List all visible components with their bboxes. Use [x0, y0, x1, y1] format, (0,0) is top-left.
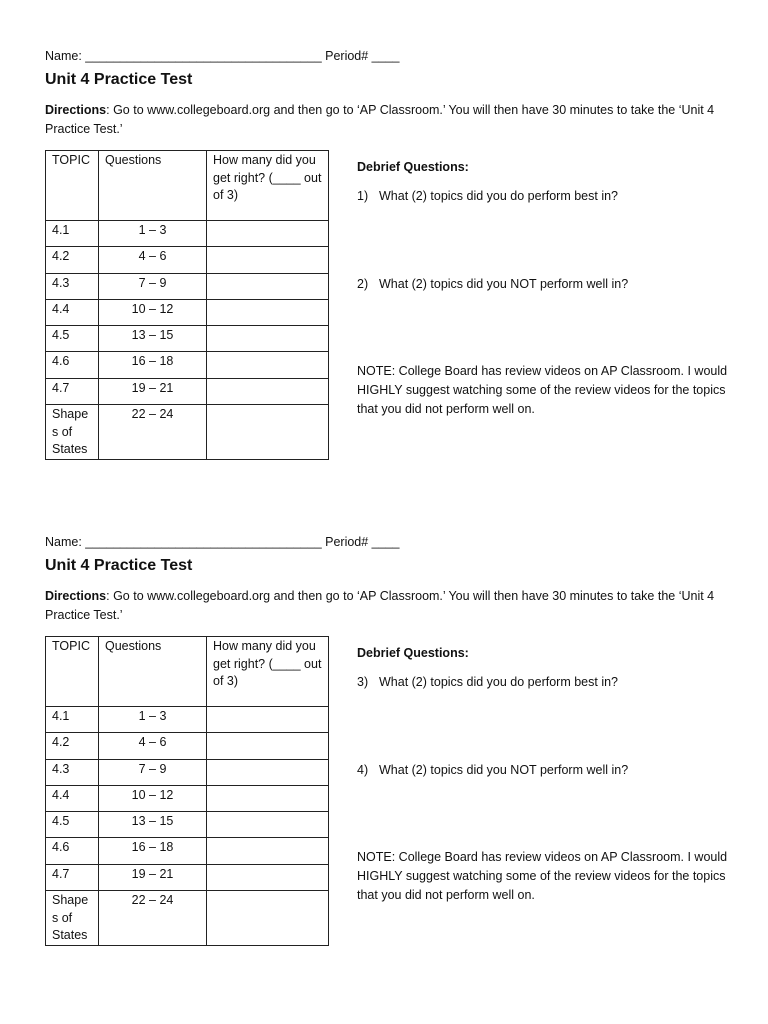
questions-cell: 16 – 18	[99, 838, 207, 864]
question-number: 3)	[357, 675, 369, 689]
table-row	[46, 352, 329, 378]
worksheet-section-1	[45, 48, 735, 488]
question-number: 4)	[357, 763, 369, 777]
name-period-line: Name: __________________________________ Period# ____	[45, 49, 400, 63]
header-topic: TOPIC	[46, 637, 99, 707]
questions-cell: 13 – 15	[99, 812, 207, 838]
directions-label: Directions	[45, 589, 107, 603]
score-cell[interactable]	[207, 378, 329, 404]
header-score: How many did you get right? (____ out of 3)	[207, 151, 329, 221]
header-score: How many did you get right? (____ out of 3)	[207, 637, 329, 707]
note-text: NOTE: College Board has review videos on AP Classroom. I would HIGHLY suggest watching some of the review videos for the topics that you did not perform well on.	[357, 364, 728, 416]
debrief-title: Debrief Questions:	[357, 160, 469, 174]
directions	[45, 101, 725, 139]
questions-cell: 7 – 9	[99, 273, 207, 299]
table-row	[46, 733, 329, 759]
table-row	[46, 247, 329, 273]
debrief-question	[357, 187, 618, 206]
score-cell[interactable]	[207, 838, 329, 864]
score-cell[interactable]	[207, 247, 329, 273]
directions-text: : Go to www.collegeboard.org and then go to ‘AP Classroom.’ You will then have 30 minutes to take the ‘Unit 4 Practice Test.’	[45, 103, 715, 136]
questions-cell: 22 – 24	[99, 405, 207, 460]
questions-cell: 4 – 6	[99, 247, 207, 273]
score-cell[interactable]	[207, 299, 329, 325]
topic-cell: 4.3	[46, 759, 99, 785]
topic-cell: 4.7	[46, 864, 99, 890]
topic-cell: 4.5	[46, 812, 99, 838]
table-row	[46, 864, 329, 890]
score-table	[45, 636, 329, 946]
topic-cell: 4.7	[46, 378, 99, 404]
topic-cell: 4.6	[46, 352, 99, 378]
table-row	[46, 759, 329, 785]
debrief-question	[357, 761, 628, 780]
question-number: 1)	[357, 189, 369, 203]
score-table	[45, 150, 329, 460]
directions	[45, 587, 725, 625]
table-row	[46, 326, 329, 352]
table-row	[46, 838, 329, 864]
table-row	[46, 405, 329, 460]
debrief-question	[357, 275, 628, 294]
topic-cell: 4.2	[46, 733, 99, 759]
topic-cell: 4.2	[46, 247, 99, 273]
topic-cell: 4.4	[46, 785, 99, 811]
topic-cell: 4.4	[46, 299, 99, 325]
topic-cell: Shape s of States	[46, 891, 99, 946]
debrief-panel	[357, 644, 737, 902]
note-text: NOTE: College Board has review videos on AP Classroom. I would HIGHLY suggest watching some of the review videos for the topics that you did not perform well on.	[357, 850, 728, 902]
table-row	[46, 891, 329, 946]
topic-cell: Shape s of States	[46, 405, 99, 460]
table-row	[46, 707, 329, 733]
questions-cell: 22 – 24	[99, 891, 207, 946]
questions-cell: 4 – 6	[99, 733, 207, 759]
question-text: What (2) topics did you do perform best in?	[379, 189, 619, 203]
question-number: 2)	[357, 277, 369, 291]
directions-text: : Go to www.collegeboard.org and then go to ‘AP Classroom.’ You will then have 30 minutes to take the ‘Unit 4 Practice Test.’	[45, 589, 715, 622]
questions-cell: 13 – 15	[99, 326, 207, 352]
score-cell[interactable]	[207, 405, 329, 460]
debrief-title: Debrief Questions:	[357, 646, 469, 660]
questions-cell: 7 – 9	[99, 759, 207, 785]
score-cell[interactable]	[207, 759, 329, 785]
questions-cell: 19 – 21	[99, 864, 207, 890]
score-cell[interactable]	[207, 326, 329, 352]
header-topic: TOPIC	[46, 151, 99, 221]
question-text: What (2) topics did you NOT perform well in?	[379, 277, 629, 291]
debrief-panel	[357, 158, 737, 416]
topic-cell: 4.5	[46, 326, 99, 352]
score-cell[interactable]	[207, 864, 329, 890]
questions-cell: 1 – 3	[99, 707, 207, 733]
header-questions: Questions	[99, 151, 207, 221]
table-row	[46, 273, 329, 299]
name-period-line: Name: __________________________________ Period# ____	[45, 535, 400, 549]
score-cell[interactable]	[207, 785, 329, 811]
topic-cell: 4.3	[46, 273, 99, 299]
questions-cell: 19 – 21	[99, 378, 207, 404]
table-row	[46, 299, 329, 325]
score-cell[interactable]	[207, 273, 329, 299]
table-row	[46, 812, 329, 838]
score-cell[interactable]	[207, 891, 329, 946]
question-text: What (2) topics did you NOT perform well in?	[379, 763, 629, 777]
score-cell[interactable]	[207, 812, 329, 838]
score-cell[interactable]	[207, 352, 329, 378]
topic-cell: 4.1	[46, 707, 99, 733]
score-cell[interactable]	[207, 221, 329, 247]
table-row	[46, 785, 329, 811]
questions-cell: 1 – 3	[99, 221, 207, 247]
score-cell[interactable]	[207, 707, 329, 733]
topic-cell: 4.1	[46, 221, 99, 247]
table-row	[46, 221, 329, 247]
directions-label: Directions	[45, 103, 107, 117]
questions-cell: 10 – 12	[99, 785, 207, 811]
header-questions: Questions	[99, 637, 207, 707]
page-title: Unit 4 Practice Test	[45, 557, 193, 574]
worksheet-section-2	[45, 534, 735, 974]
question-text: What (2) topics did you do perform best in?	[379, 675, 619, 689]
score-cell[interactable]	[207, 733, 329, 759]
topic-cell: 4.6	[46, 838, 99, 864]
table-row	[46, 378, 329, 404]
page-title: Unit 4 Practice Test	[45, 71, 193, 88]
questions-cell: 10 – 12	[99, 299, 207, 325]
debrief-question	[357, 673, 618, 692]
questions-cell: 16 – 18	[99, 352, 207, 378]
